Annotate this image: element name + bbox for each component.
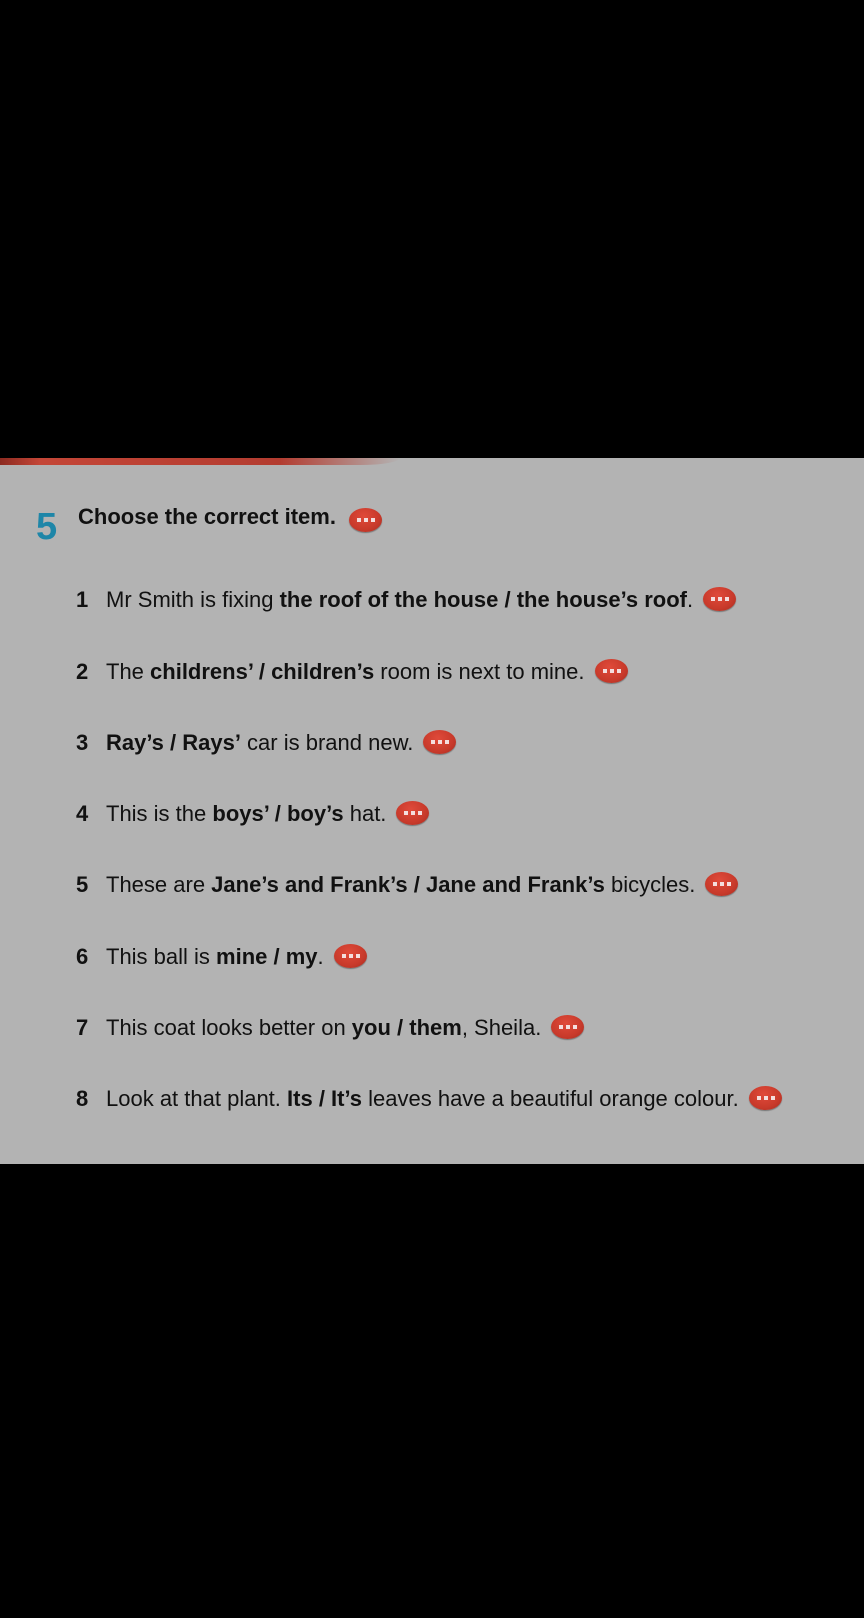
- item-choice: the roof of the house / the house’s roof: [279, 587, 688, 612]
- item-number: 1: [76, 587, 89, 612]
- more-dots-icon[interactable]: [349, 508, 382, 532]
- item-text: Mr Smith is fixing: [106, 587, 280, 612]
- exercise-item: [76, 732, 456, 756]
- item-text: This coat looks better on: [106, 1015, 352, 1040]
- item-text-end: car is brand new.: [240, 730, 414, 755]
- exercise-item: [76, 803, 429, 827]
- item-text-end: room is next to mine.: [374, 659, 585, 684]
- item-choice: Its / It’s: [287, 1086, 363, 1111]
- item-choice: you / them: [351, 1015, 462, 1040]
- item-text-end: , Sheila.: [461, 1015, 542, 1040]
- exercise-item: [76, 1017, 584, 1041]
- item-text: The: [106, 659, 151, 684]
- more-dots-icon[interactable]: [705, 872, 738, 896]
- more-dots-icon[interactable]: [703, 587, 736, 611]
- exercise-item: [76, 946, 367, 970]
- item-number: 6: [76, 944, 89, 969]
- item-number: 7: [76, 1015, 89, 1040]
- item-number: 4: [76, 801, 89, 826]
- previous-section-edge: [0, 458, 400, 465]
- item-number: 8: [76, 1086, 89, 1111]
- item-text: These are: [106, 872, 212, 897]
- exercise-item: [76, 874, 738, 898]
- item-number: 5: [76, 872, 89, 897]
- exercise-title: Choose the correct item.: [78, 504, 336, 529]
- exercise-item: [76, 1088, 782, 1112]
- more-dots-icon[interactable]: [749, 1086, 782, 1110]
- more-dots-icon[interactable]: [423, 730, 456, 754]
- more-dots-icon[interactable]: [551, 1015, 584, 1039]
- item-choice: mine / my: [216, 944, 318, 969]
- exercise-item: [76, 589, 736, 613]
- more-dots-icon[interactable]: [595, 659, 628, 683]
- item-text: Look at that plant.: [106, 1086, 288, 1111]
- item-choice: Ray’s / Rays’: [106, 730, 241, 755]
- item-number: 3: [76, 730, 89, 755]
- item-text-end: bicycles.: [604, 872, 696, 897]
- more-dots-icon[interactable]: [334, 944, 367, 968]
- item-text-end: leaves have a beautiful orange colour.: [362, 1086, 739, 1111]
- exercise-item: [76, 661, 628, 685]
- item-text-end: hat.: [343, 801, 387, 826]
- item-text-end: .: [317, 944, 324, 969]
- more-dots-icon[interactable]: [396, 801, 429, 825]
- item-text: This ball is: [106, 944, 217, 969]
- item-text-end: .: [687, 587, 694, 612]
- top-black-area: [0, 0, 864, 458]
- item-number: 2: [76, 659, 89, 684]
- exercise-number: 5: [36, 506, 58, 548]
- item-text: This is the: [106, 801, 213, 826]
- item-choice: Jane’s and Frank’s / Jane and Frank’s: [211, 872, 605, 897]
- item-choice: childrens’ / children’s: [150, 659, 375, 684]
- bottom-black-area: [0, 1164, 864, 1618]
- item-choice: boys’ / boy’s: [212, 801, 344, 826]
